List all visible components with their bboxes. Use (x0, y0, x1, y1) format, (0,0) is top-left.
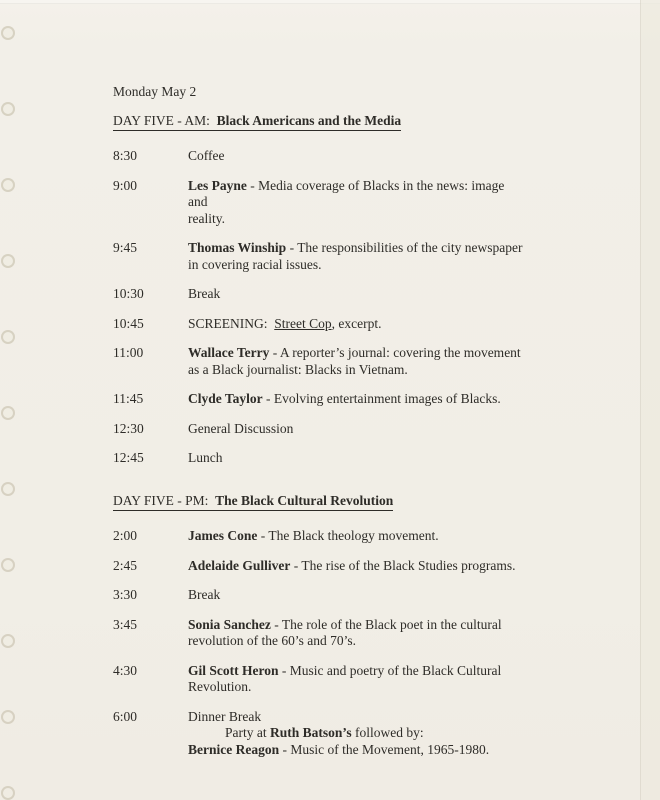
session-pm-heading (113, 493, 630, 512)
text-line (188, 663, 630, 680)
speaker-name: Clyde Taylor (188, 391, 263, 406)
text-segment: Coffee (188, 148, 225, 163)
time-cell: 8:30 (113, 148, 138, 163)
description-cell (188, 663, 630, 696)
text-line (188, 617, 630, 634)
punch-hole (1, 102, 15, 116)
speaker-name: Sonia Sanchez (188, 616, 271, 632)
text-segment: - The role of the Black poet in the cultural (270, 616, 502, 632)
session-am-heading (113, 113, 630, 132)
time-cell: 10:45 (113, 315, 144, 331)
speaker-name: Ruth Batson’s (270, 725, 352, 740)
text-line (188, 178, 630, 195)
underlined-title: Street Cop (274, 315, 332, 331)
text-segment: - Evolving entertainment images of Blacks. (262, 391, 501, 406)
schedule-row (113, 391, 630, 408)
text-line (188, 450, 630, 467)
description-cell (188, 148, 630, 165)
time-cell: 2:45 (113, 557, 138, 573)
text-line (188, 240, 630, 257)
text-segment: , excerpt. (331, 315, 382, 331)
time-cell: 12:45 (113, 450, 144, 465)
speaker-name: Gil Scott Heron (188, 662, 279, 678)
text-segment: - Music and poetry of the Black Cultural (278, 662, 502, 678)
text-segment: followed by: (351, 725, 424, 740)
description-cell (188, 240, 630, 273)
session-pm-rows (113, 528, 630, 758)
schedule-row (113, 587, 630, 604)
schedule-row (113, 316, 630, 333)
schedule-row (113, 617, 630, 650)
punch-hole (1, 178, 15, 192)
punch-hole (1, 710, 15, 724)
time-cell: 10:30 (113, 286, 144, 301)
punch-hole (1, 634, 15, 648)
text-line (188, 286, 630, 303)
text-segment: Revolution. (188, 679, 252, 694)
speaker-name: Wallace Terry (188, 345, 270, 360)
text-segment: - The Black theology movement. (257, 528, 439, 543)
text-segment: reality. (188, 210, 225, 226)
description-cell (188, 450, 630, 467)
session-am-heading-title: Black Americans and the Media (216, 112, 402, 128)
text-line (188, 633, 630, 650)
punch-hole (1, 558, 15, 572)
time-cell: 9:00 (113, 177, 138, 193)
schedule-row (113, 450, 630, 467)
text-line (188, 679, 630, 696)
schedule-row (113, 240, 630, 273)
schedule-row (113, 528, 630, 545)
text-segment: SCREENING: (188, 315, 275, 331)
text-segment: in covering racial issues. (188, 256, 322, 272)
speaker-name: Thomas Winship (188, 240, 287, 255)
schedule-row (113, 345, 630, 378)
time-cell: 12:30 (113, 420, 144, 436)
text-line (188, 528, 630, 545)
description-cell (188, 391, 630, 408)
text-line (188, 391, 630, 408)
description-cell (188, 345, 630, 378)
text-segment: and (188, 194, 208, 209)
text-line (188, 725, 630, 742)
text-segment: revolution of the 60’s and 70’s. (188, 633, 356, 648)
text-line (188, 362, 630, 379)
schedule-row (113, 148, 630, 165)
text-line (188, 587, 630, 604)
paper-top-edge (0, 0, 660, 4)
description-cell (188, 709, 630, 759)
text-line (188, 558, 630, 575)
session-pm-heading-text (113, 493, 393, 512)
time-cell: 11:45 (113, 391, 144, 406)
text-line (188, 316, 630, 333)
schedule-row (113, 178, 630, 228)
punch-hole (1, 254, 15, 268)
schedule-row (113, 286, 630, 303)
text-segment: Break (188, 286, 221, 301)
session-am-heading-prefix: DAY FIVE - AM: (113, 112, 217, 128)
session-pm (113, 493, 630, 759)
text-segment: - Media coverage of Blacks in the news: image (246, 177, 505, 193)
time-cell: 2:00 (113, 528, 138, 543)
schedule-row (113, 663, 630, 696)
text-segment: General Discussion (188, 420, 294, 436)
speaker-name: Adelaide Gulliver (188, 557, 291, 573)
description-cell (188, 286, 630, 303)
text-segment: as a Black journalist: Blacks in Vietnam. (188, 361, 408, 377)
schedule-row (113, 558, 630, 575)
description-cell (188, 421, 630, 438)
description-cell (188, 528, 630, 545)
description-cell (188, 178, 630, 228)
page-content (113, 84, 630, 771)
punch-hole (1, 330, 15, 344)
text-segment: - The responsibilities of the city newspaper (286, 240, 523, 255)
time-cell: 3:45 (113, 616, 138, 632)
text-line (188, 194, 630, 211)
text-segment: Break (188, 587, 221, 602)
speaker-name: James Cone (188, 528, 258, 543)
text-line (188, 421, 630, 438)
text-segment: Dinner Break (188, 708, 262, 724)
description-cell (188, 558, 630, 575)
text-segment: Party at (225, 725, 270, 740)
schedule-row (113, 421, 630, 438)
session-pm-heading-title: The Black Cultural Revolution (215, 492, 394, 508)
session-am-rows (113, 148, 630, 467)
description-cell (188, 617, 630, 650)
text-line (188, 709, 630, 726)
text-line (188, 345, 630, 362)
time-cell: 6:00 (113, 708, 138, 724)
text-line (188, 148, 630, 165)
time-cell: 11:00 (113, 345, 144, 360)
text-segment: Lunch (188, 450, 223, 465)
description-cell (188, 587, 630, 604)
paper-right-edge (640, 0, 660, 800)
punch-hole (1, 406, 15, 420)
text-line (188, 742, 630, 759)
time-cell: 9:45 (113, 240, 138, 255)
session-pm-heading-prefix: DAY FIVE - PM: (113, 492, 216, 508)
time-cell: 4:30 (113, 662, 138, 678)
speaker-name: Les Payne (188, 177, 247, 193)
text-segment: - A reporter’s journal: covering the movement (269, 345, 521, 360)
punch-hole (1, 26, 15, 40)
text-line (188, 211, 630, 228)
session-am (113, 113, 630, 467)
text-segment: - Music of the Movement, 1965-1980. (279, 741, 490, 757)
time-cell: 3:30 (113, 587, 138, 602)
text-segment: - The rise of the Black Studies programs. (290, 557, 516, 573)
date-line: Monday May 2 (113, 84, 197, 99)
description-cell (188, 316, 630, 333)
schedule-row (113, 709, 630, 759)
text-line (188, 257, 630, 274)
punch-hole (1, 482, 15, 496)
speaker-name: Bernice Reagon (188, 741, 280, 757)
punch-hole (1, 786, 15, 800)
session-am-heading-text (113, 113, 401, 132)
